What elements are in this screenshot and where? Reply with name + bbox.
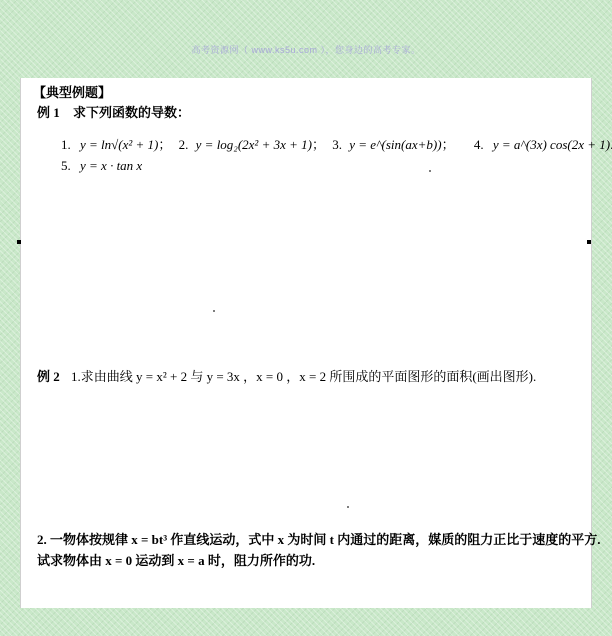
page-marker-right (587, 240, 591, 244)
example2-problem2-line1: 2. 一物体按规律 x = bt³ 作直线运动，式中 x 为时间 t 内通过的距离，媒质的阻力正比于速度的平方. (37, 532, 601, 547)
section-title: 【典型例题】 (33, 85, 112, 100)
page-header: 高考资源网（ www.ks5u.com ），您身边的高考专家。 (191, 45, 421, 55)
item2-formula: y = log₂(2x² + 3x + 1) (195, 137, 312, 152)
document-content (21, 78, 611, 608)
page-marker-left (17, 240, 21, 244)
example1-label: 例 1 (37, 105, 60, 120)
example1-items-row2 (61, 158, 142, 174)
item4-formula: y = a^(3x) cos(2x + 1) (492, 137, 611, 152)
item3-sep: ； (441, 137, 455, 152)
example2-p1: 1.求由曲线 y = x² + 2 与 y = 3x ，x = 0 ，x = 2 所围成的平面图形的面积(画出图形). (71, 369, 537, 384)
scan-speck (429, 170, 431, 172)
item3-num: 3. (332, 137, 342, 152)
item2-sep: ； (311, 137, 325, 152)
example1-header (37, 102, 190, 121)
example2-problem2-line2: 试求物体由 x = 0 运动到 x = a 时，阻力所作的功. (37, 553, 316, 568)
item1-num: 1. (61, 137, 71, 152)
scan-speck (347, 506, 349, 508)
example1-prompt: 求下列函数的导数： (73, 105, 191, 120)
item3-formula: y = e^(sin(ax+b)) (349, 137, 442, 152)
item1-sep: ； (158, 137, 172, 152)
example1-items-row1 (61, 134, 612, 153)
item1-formula: y = ln√(x² + 1) (80, 137, 159, 152)
item2-num: 2. (178, 137, 189, 152)
example2-problem1 (37, 366, 536, 385)
item5-num: 5. (61, 158, 71, 173)
scan-speck (213, 310, 215, 312)
item4-num: 4. (473, 137, 484, 152)
item5-formula: y = x · tan x (80, 158, 143, 173)
example2-label: 例 2 (37, 369, 60, 384)
document-sheet (20, 78, 611, 608)
